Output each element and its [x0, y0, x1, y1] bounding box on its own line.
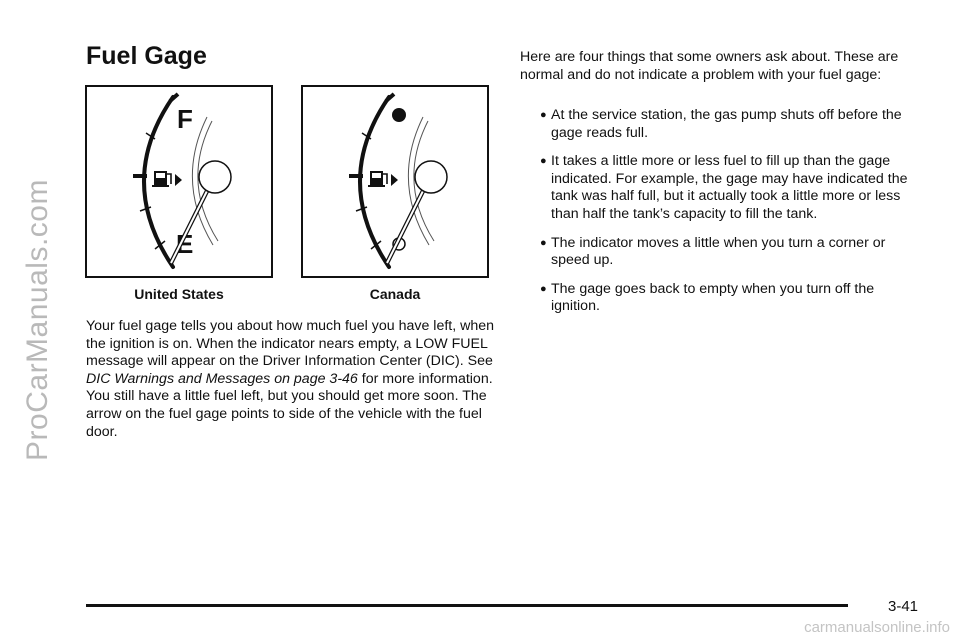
caption-canada: Canada	[369, 286, 421, 302]
fuel-gage-us-illustration	[85, 85, 273, 278]
fuel-gage-description	[86, 318, 496, 441]
page-number: 3-41	[888, 598, 919, 615]
fuel-gage-canada-illustration	[301, 85, 489, 278]
page-title: Fuel Gage	[86, 42, 207, 70]
full-mark-symbol	[392, 108, 406, 122]
description-part-1: Your fuel gage tells you about how much fuel you have left, when the ignition is on. When the indicator nears empty, a LOW FUEL message will appear on the Driver Information Center (DIC). See	[86, 318, 495, 370]
footer-watermark: carmanualsonline.info	[804, 619, 950, 636]
fuel-gage-figure-canada	[301, 85, 489, 278]
owner-questions-intro: Here are four things that some owners ask about. These are normal and do not indicate a problem with your fuel gage:	[520, 49, 899, 83]
list-item	[520, 235, 925, 270]
list-item-text: It takes a little more or less fuel to fill up than the gage indicated. For example, the gage may have indicated the tank was half full, but it actually took a little more or less than half the tank’s capacity to fill the tank.	[551, 153, 908, 222]
list-item-text: At the service station, the gas pump shuts off before the gage reads full.	[551, 107, 902, 141]
bullet-icon: ●	[540, 282, 547, 295]
owner-questions-list	[520, 107, 925, 327]
caption-united-states: United States	[134, 286, 224, 302]
description-part-2: for more information. You still have a little fuel left, but you should get more soon. The arrow on the fuel gage points to side of the vehicle with the fuel door.	[86, 370, 493, 440]
dic-reference-link[interactable]: DIC Warnings and Messages on page 3-46	[86, 370, 358, 387]
list-item	[520, 281, 925, 316]
list-item	[520, 107, 925, 142]
list-item-text: The indicator moves a little when you turn a corner or speed up.	[551, 234, 886, 269]
bullet-icon: ●	[540, 109, 547, 121]
bullet-icon: ●	[540, 155, 547, 168]
empty-mark-label: E	[176, 229, 194, 259]
list-item	[520, 153, 925, 223]
side-watermark: ProCarManuals.com	[21, 179, 54, 461]
bullet-icon: ●	[540, 236, 547, 249]
fuel-gage-figure-united-states	[85, 85, 273, 278]
list-item-text: The gage goes back to empty when you turn off the ignition.	[551, 280, 875, 315]
full-mark-label: F	[177, 104, 193, 134]
footer-divider	[86, 604, 848, 607]
